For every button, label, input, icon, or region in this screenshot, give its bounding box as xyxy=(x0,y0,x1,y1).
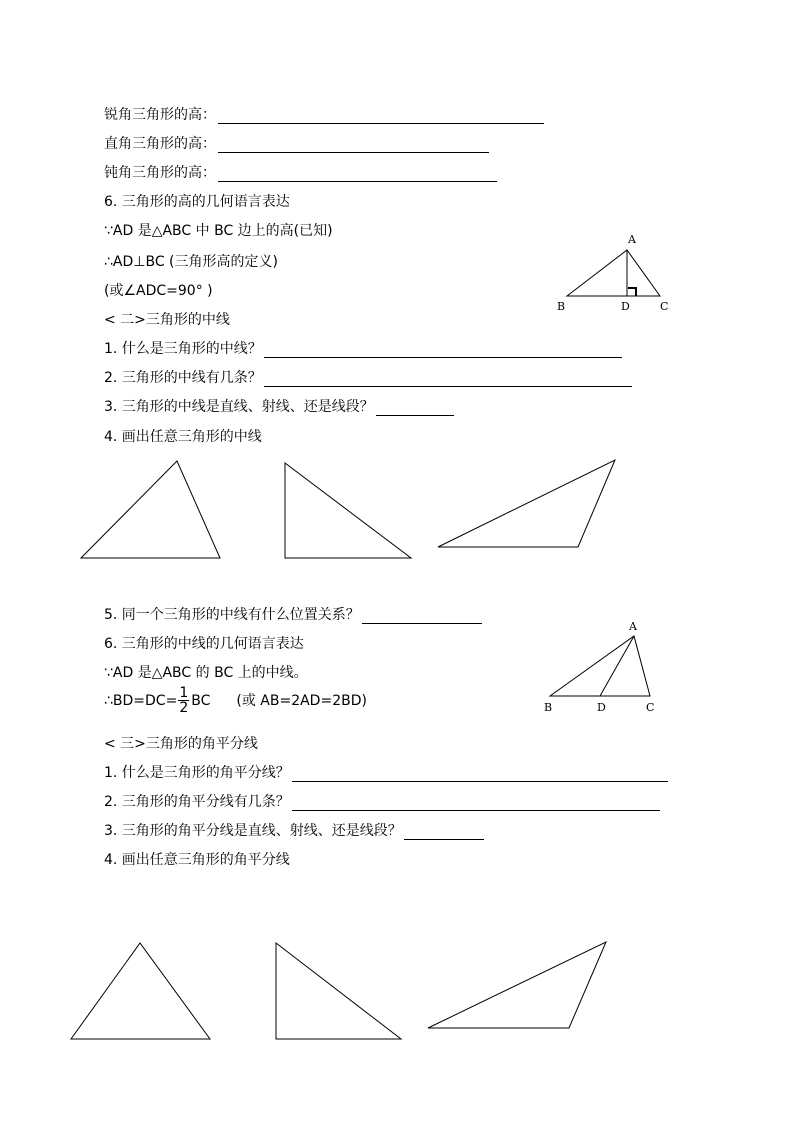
median-vertex-label-a: A xyxy=(629,620,637,633)
median-q5-line xyxy=(104,606,482,624)
bisector-triangle-obtuse xyxy=(428,942,606,1028)
median-practice-triangles xyxy=(0,450,794,570)
fraction-denominator: 2 xyxy=(179,700,189,716)
bisector-q1-text: 1. 什么是三角形的角平分线？ xyxy=(104,765,290,781)
right-altitude-line xyxy=(104,135,489,153)
vertex-label-d: D xyxy=(621,300,630,313)
median-therefore-start: ∴BD=DC= xyxy=(104,692,178,709)
median-q5-text: 5. 同一个三角形的中线有什么位置关系？ xyxy=(104,607,360,623)
right-altitude-blank[interactable] xyxy=(218,138,489,153)
median-heading: < 二>三角形的中线 xyxy=(104,312,230,328)
median-q3-line xyxy=(104,398,454,416)
bisector-q2-blank[interactable] xyxy=(292,796,660,811)
median-therefore-end: BC xyxy=(191,692,211,709)
median-vertex-label-c: C xyxy=(646,701,655,714)
altitude-given: ∵AD 是△ABC 中 BC 边上的高(已知) xyxy=(104,223,333,239)
altitude-triangle xyxy=(567,250,660,296)
median-q2-blank[interactable] xyxy=(264,372,632,387)
median-q6: 6. 三角形的中线的几何语言表达 xyxy=(104,636,304,652)
median-vertex-label-d: D xyxy=(597,701,606,714)
bisector-q1-line xyxy=(104,764,668,782)
vertex-label-c: C xyxy=(660,300,669,313)
median-therefore-line xyxy=(104,686,367,715)
bisector-triangle-acute xyxy=(71,943,210,1039)
median-q1-blank[interactable] xyxy=(264,343,622,358)
median-q5-blank[interactable] xyxy=(362,609,482,624)
practice-triangle-right xyxy=(285,463,411,558)
obtuse-altitude-line xyxy=(104,164,497,182)
median-q4: 4. 画出任意三角形的中线 xyxy=(104,429,262,445)
right-angle-mark xyxy=(628,288,636,296)
median-q3-blank[interactable] xyxy=(376,401,454,416)
median-q3-text: 3. 三角形的中线是直线、射线、还是线段？ xyxy=(104,399,374,415)
bisector-q4: 4. 画出任意三角形的角平分线 xyxy=(104,852,290,868)
practice-triangle-acute xyxy=(81,461,220,558)
bisector-q3-text: 3. 三角形的角平分线是直线、射线、还是线段？ xyxy=(104,823,402,839)
obtuse-altitude-blank[interactable] xyxy=(218,167,497,182)
vertex-label-b: B xyxy=(557,300,566,313)
bisector-q2-text: 2. 三角形的角平分线有几条？ xyxy=(104,794,290,810)
altitude-alternate: (或∠ADC=90° ) xyxy=(104,283,213,299)
obtuse-altitude-label: 钝角三角形的高： xyxy=(104,165,216,181)
acute-altitude-label: 锐角三角形的高： xyxy=(104,107,216,123)
acute-altitude-blank[interactable] xyxy=(218,109,544,124)
fraction-numerator: 1 xyxy=(179,685,189,701)
bisector-practice-triangles xyxy=(0,930,794,1050)
bisector-q2-line xyxy=(104,793,660,811)
altitude-q6-title: 6. 三角形的高的几何语言表达 xyxy=(104,194,290,210)
median-alternate: (或 AB=2AD=2BD) xyxy=(236,692,367,709)
bisector-triangle-right xyxy=(276,943,401,1039)
fraction-one-half xyxy=(178,686,189,715)
median-q2-line xyxy=(104,369,632,387)
bisector-q3-line xyxy=(104,822,484,840)
bisector-heading: < 三>三角形的角平分线 xyxy=(104,736,258,752)
median-segment-ad xyxy=(600,636,634,696)
median-vertex-label-b: B xyxy=(544,701,553,714)
median-q1-text: 1. 什么是三角形的中线？ xyxy=(104,341,262,357)
bisector-q1-blank[interactable] xyxy=(292,767,668,782)
vertex-label-a: A xyxy=(628,233,636,246)
practice-triangle-obtuse xyxy=(438,460,615,547)
bisector-q3-blank[interactable] xyxy=(404,825,484,840)
median-q1-line xyxy=(104,340,622,358)
median-given: ∵AD 是△ABC 的 BC 上的中线。 xyxy=(104,665,308,681)
right-altitude-label: 直角三角形的高： xyxy=(104,136,216,152)
median-q2-text: 2. 三角形的中线有几条？ xyxy=(104,370,262,386)
median-triangle xyxy=(550,636,650,696)
altitude-figure xyxy=(550,228,680,318)
median-figure xyxy=(536,616,666,716)
altitude-therefore: ∴AD⊥BC (三角形高的定义) xyxy=(104,254,278,270)
acute-altitude-line xyxy=(104,106,544,124)
